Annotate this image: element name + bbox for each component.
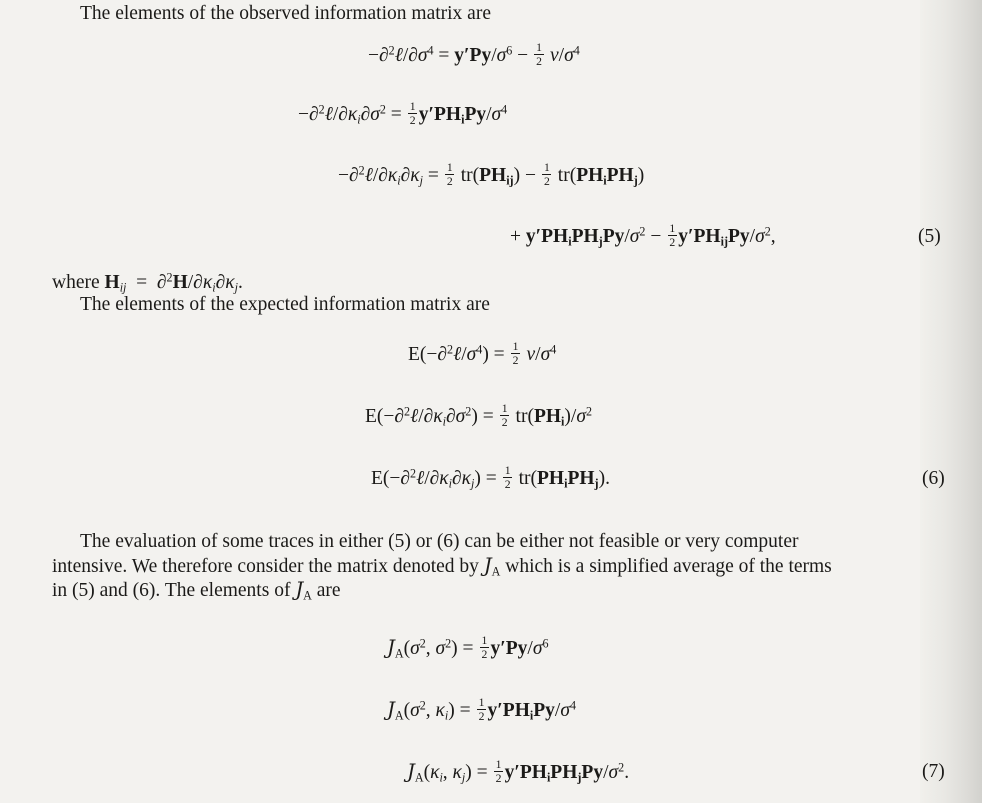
- equation-average-kappa-kappa: $J_A(\kappa_i$, $\kappa_j$) = $\frac{1}{2}$ $y'PH_iPH_jPy/\sigma^2$.: [407, 758, 630, 785]
- equation-observed-kappa-kappa-continued: + $y'PH_iPH_jPy/\sigma^2$ − $\frac{1}{2}$ $y'PH_{ij}Py/\sigma^2$,: [510, 222, 776, 249]
- paragraph-line-2-start: intensive. We therefore consider the matrix denoted by: [52, 556, 479, 577]
- intro-observed-text: The elements of the observed information matrix are: [80, 3, 491, 24]
- equation-number-5: (5): [918, 226, 941, 247]
- equation-observed-kappa-sigma: $-\partial^2\ell/\partial\kappa_i\partial\sigma^2$ = $\frac{1}{2}$ $y'PH_iPy/\sigma^4$: [298, 100, 508, 127]
- equation-observed-kappa-kappa: $-\partial^2\ell/\partial\kappa_i\partial\kappa_j$ = $\frac{1}{2}$ $tr(PH_{ij})$ − $\frac{1}{2}$ $tr(PH_iPH_j)$: [338, 161, 645, 188]
- where-definition: where $H_{ij} = \partial^2H/\partial\kappa_i\partial\kappa_j$.: [52, 270, 243, 295]
- paragraph-line-3-start: in (5) and (6). The elements of: [52, 580, 291, 601]
- page-edge-shadow: [920, 0, 982, 803]
- intro-expected-text: The elements of the expected information matrix are: [80, 294, 490, 315]
- paragraph-line-1: The evaluation of some traces in either (5) or (6) can be either not feasible or very computer: [80, 531, 799, 552]
- equation-average-sigma-sigma: $J_A(\sigma^2$, $\sigma^2$) = $\frac{1}{2}$ $y'Py/\sigma^6$: [387, 634, 549, 661]
- equation-observed-sigma-sigma: $-\partial^2\ell/\partial\sigma^4 = y'Py/\sigma^6$ − $\frac{1}{2}$ $\nu/\sigma^4$: [368, 41, 580, 68]
- equation-expected-kappa-sigma: $E(-\partial^2\ell/\partial\kappa_i\partial\sigma^2)$ = $\frac{1}{2}$ $tr(PH_i)/\sigma^2$: [365, 402, 592, 429]
- equation-expected-kappa-kappa: $E(-\partial^2\ell/\partial\kappa_i\partial\kappa_j)$ = $\frac{1}{2}$ $tr(PH_iPH_j)$.: [371, 464, 610, 491]
- equation-average-sigma-kappa: $J_A(\sigma^2$, $\kappa_i$) = $\frac{1}{2}$ $y'PH_iPy/\sigma^4$: [387, 696, 576, 723]
- paragraph-line-3-end: are: [316, 580, 341, 601]
- paragraph-line-2-end: which is a simplified average of the terms: [505, 556, 832, 577]
- where-word: where: [52, 272, 100, 293]
- paragraph-line-3: in (5) and (6). The elements of $J_A$ are: [52, 578, 341, 603]
- paragraph-line-2: intensive. We therefore consider the matrix denoted by $J_A$ which is a simplified average of the terms: [52, 554, 832, 579]
- equation-expected-sigma-sigma: $E(-\partial^2\ell/\sigma^4)$ = $\frac{1}{2}$ $\nu/\sigma^4$: [408, 340, 557, 367]
- equation-number-6: (6): [922, 468, 945, 489]
- equation-number-7: (7): [922, 761, 945, 782]
